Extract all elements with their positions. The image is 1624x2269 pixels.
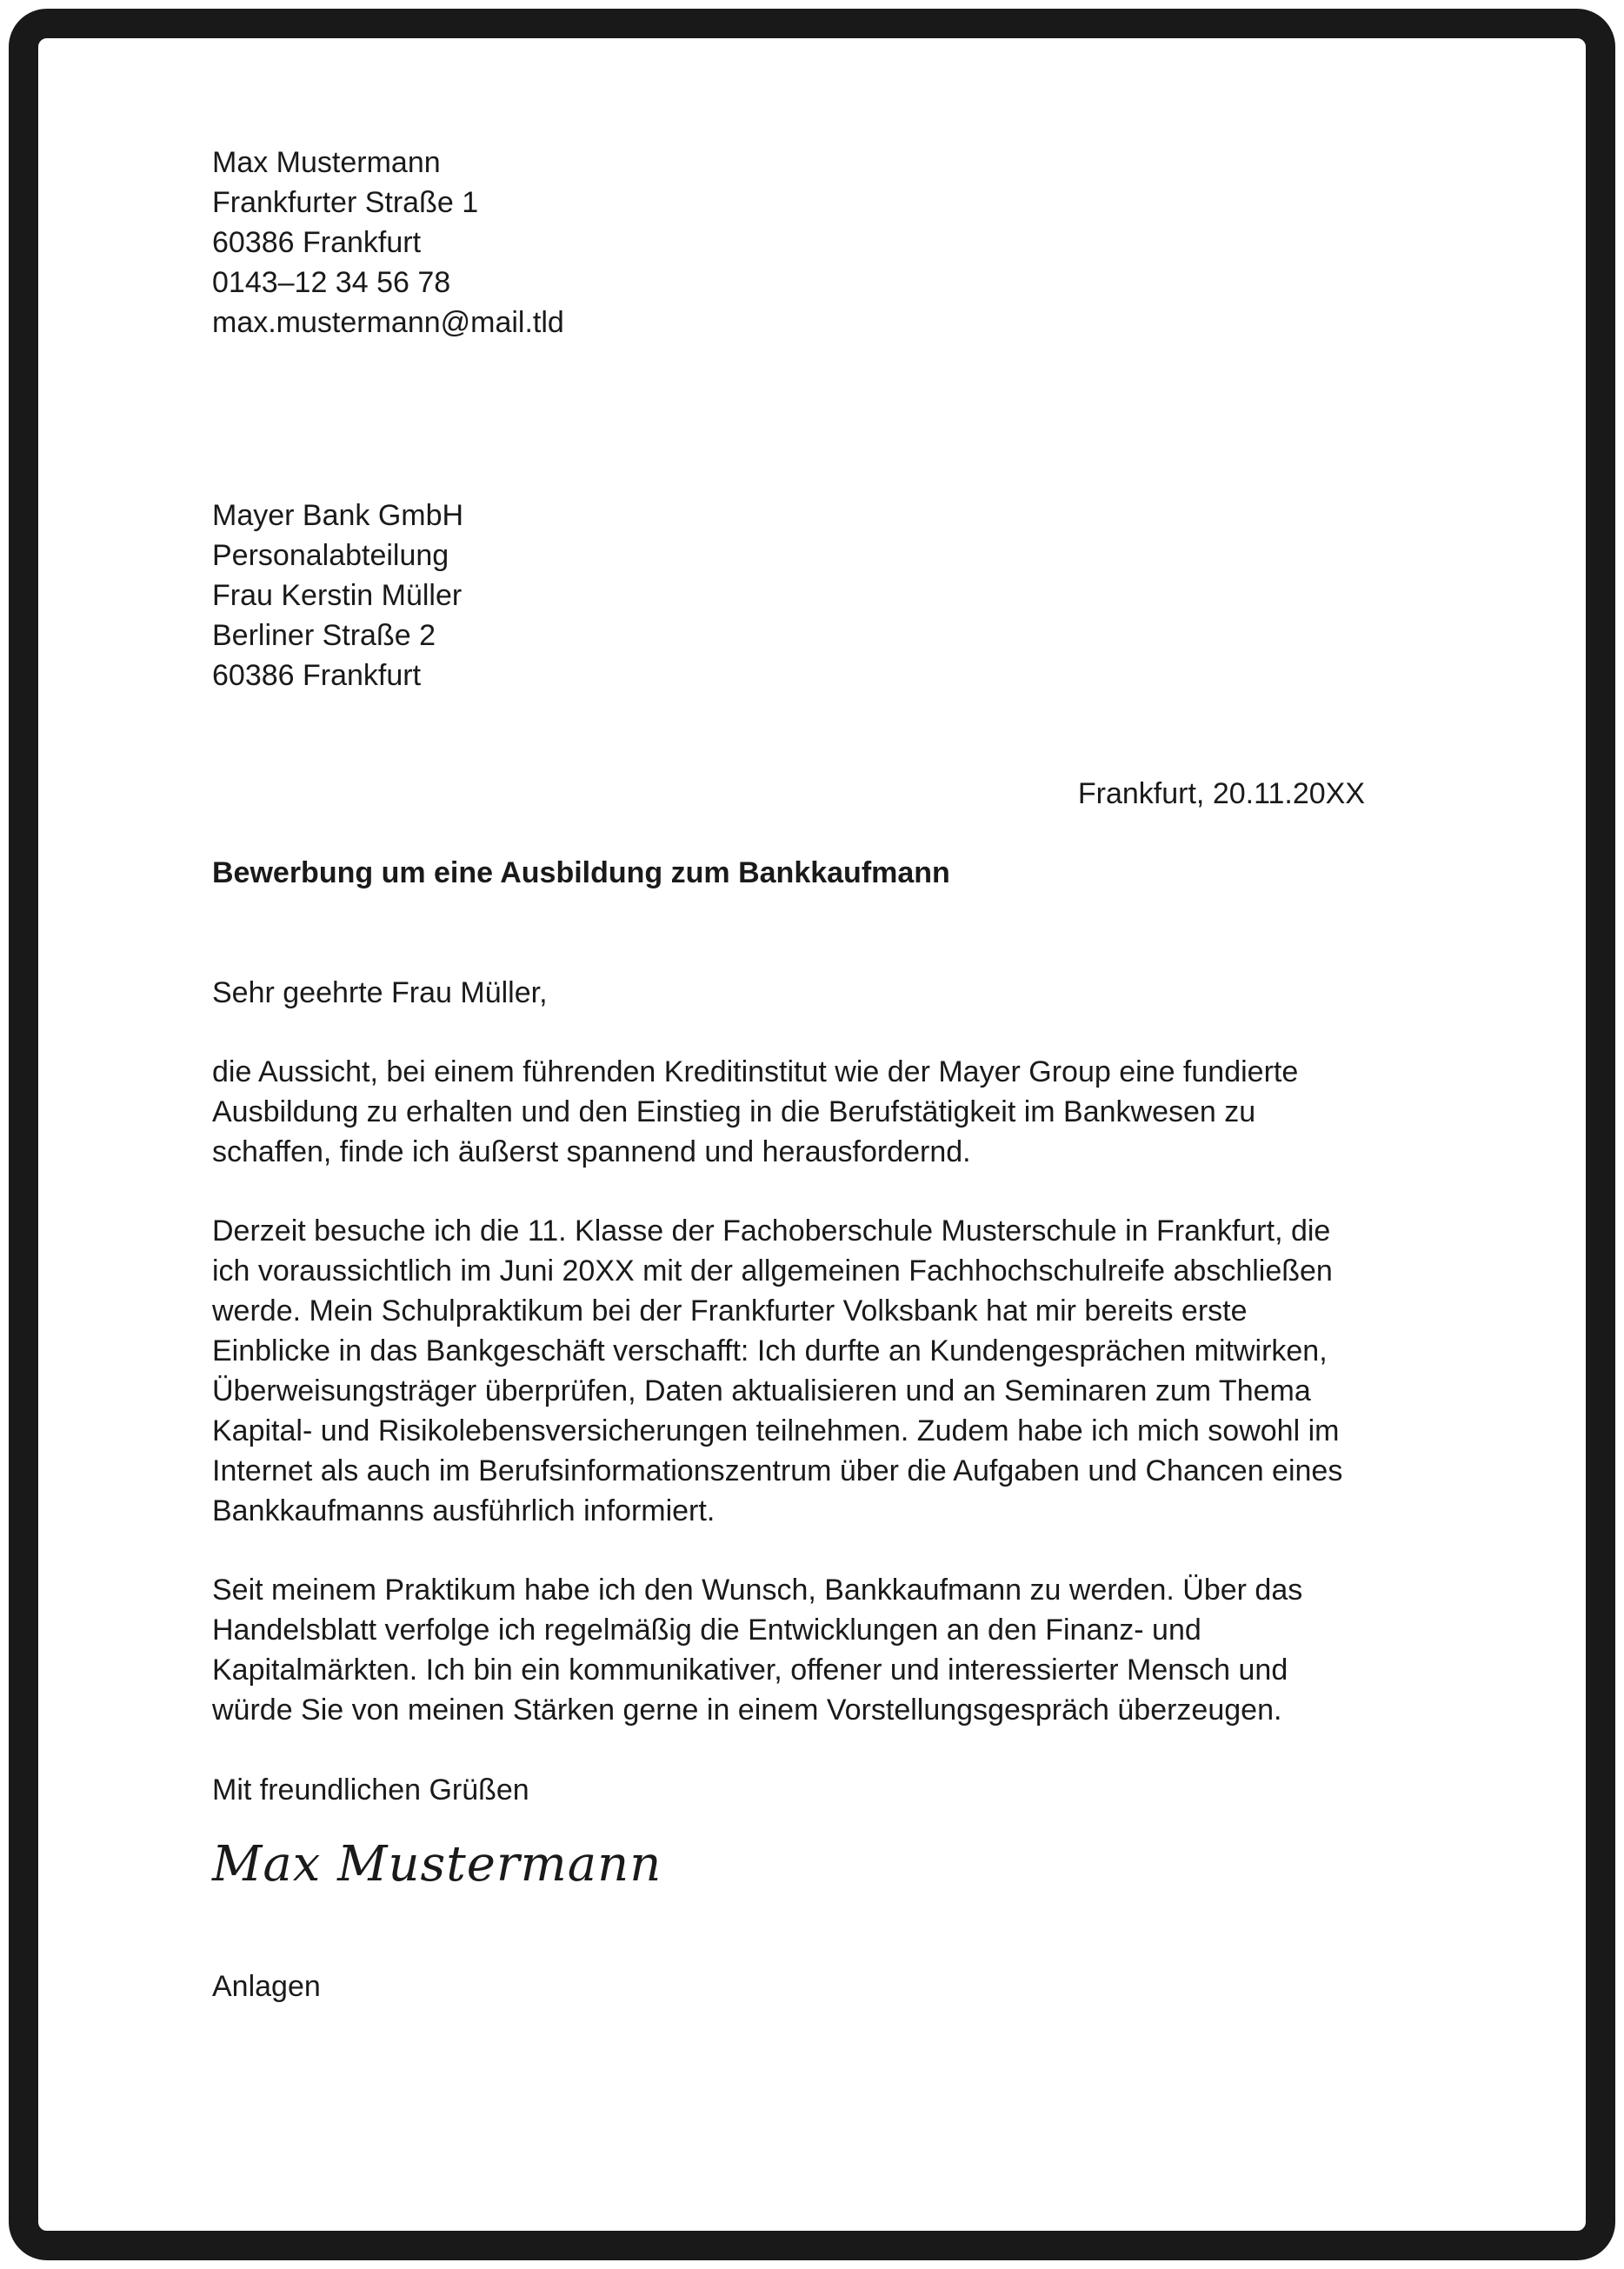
recipient-contact: Frau Kerstin Müller: [212, 579, 463, 612]
recipient-block: [212, 496, 1365, 695]
handwritten-signature: Max Mustermann: [212, 1836, 662, 1893]
letter-content: [38, 38, 1586, 2231]
body-paragraph-1: die Aussicht, bei einem führenden Kreditinstitut wie der Mayer Group eine fundierte Ausbildung zu erhalten und den Einstieg in die Berufstätigkeit im Bankwesen zu schaffen, finde ich äußerst spannend und herausfordernd.: [212, 1055, 1299, 1168]
sender-city: 60386 Frankfurt: [212, 226, 422, 259]
date-line: Frankfurt, 20.11.20XX: [1077, 777, 1365, 810]
salutation: Sehr geehrte Frau Müller,: [212, 976, 548, 1009]
recipient-department: Personalabteilung: [212, 539, 449, 572]
recipient-street: Berliner Straße 2: [212, 619, 436, 652]
letter-page: [9, 9, 1615, 2260]
subject-line: Bewerbung um eine Ausbildung zum Bankkaufmann: [212, 856, 950, 889]
closing-line: Mit freundlichen Grüßen: [212, 1773, 529, 1807]
recipient-city: 60386 Frankfurt: [212, 659, 422, 692]
sender-street: Frankfurter Straße 1: [212, 186, 479, 219]
sender-phone: 0143–12 34 56 78: [212, 266, 451, 299]
sender-name: Max Mustermann: [212, 146, 441, 179]
enclosures-line: Anlagen: [212, 1970, 321, 2003]
body-paragraph-2: Derzeit besuche ich die 11. Klasse der Fachoberschule Musterschule in Frankfurt, die ich voraussichtlich im Juni 20XX mit der allgemeinen Fachhochschulreife abschließen werde. Mein Schulpraktikum bei der Frankfurter Volksbank hat mir bereits erste Einblicke in das Bankgeschäft verschafft: Ich durfte an Kundengesprächen mitwirken, Überweisungsträger überprüfen, Daten aktualisieren und an Seminaren zum Thema Kapital- und Risikolebensversicherungen teilnehmen. Zudem habe ich mich sowohl im Internet als auch im Berufsinformationszentrum über die Aufgaben und Chancen eines Bankkaufmanns ausführlich informiert.: [212, 1214, 1343, 1527]
body-paragraph-3: Seit meinem Praktikum habe ich den Wunsch, Bankkaufmann zu werden. Über das Handelsblatt verfolge ich regelmäßig die Entwicklungen an den Finanz- und Kapitalmärkten. Ich bin ein kommunikativer, offener und interessierter Mensch und würde Sie von meinen Stärken gerne in einem Vorstellungsgespräch überzeugen.: [212, 1574, 1303, 1727]
sender-email: max.mustermann@mail.tld: [212, 306, 564, 339]
recipient-company: Mayer Bank GmbH: [212, 499, 464, 532]
sender-block: [212, 143, 1365, 343]
